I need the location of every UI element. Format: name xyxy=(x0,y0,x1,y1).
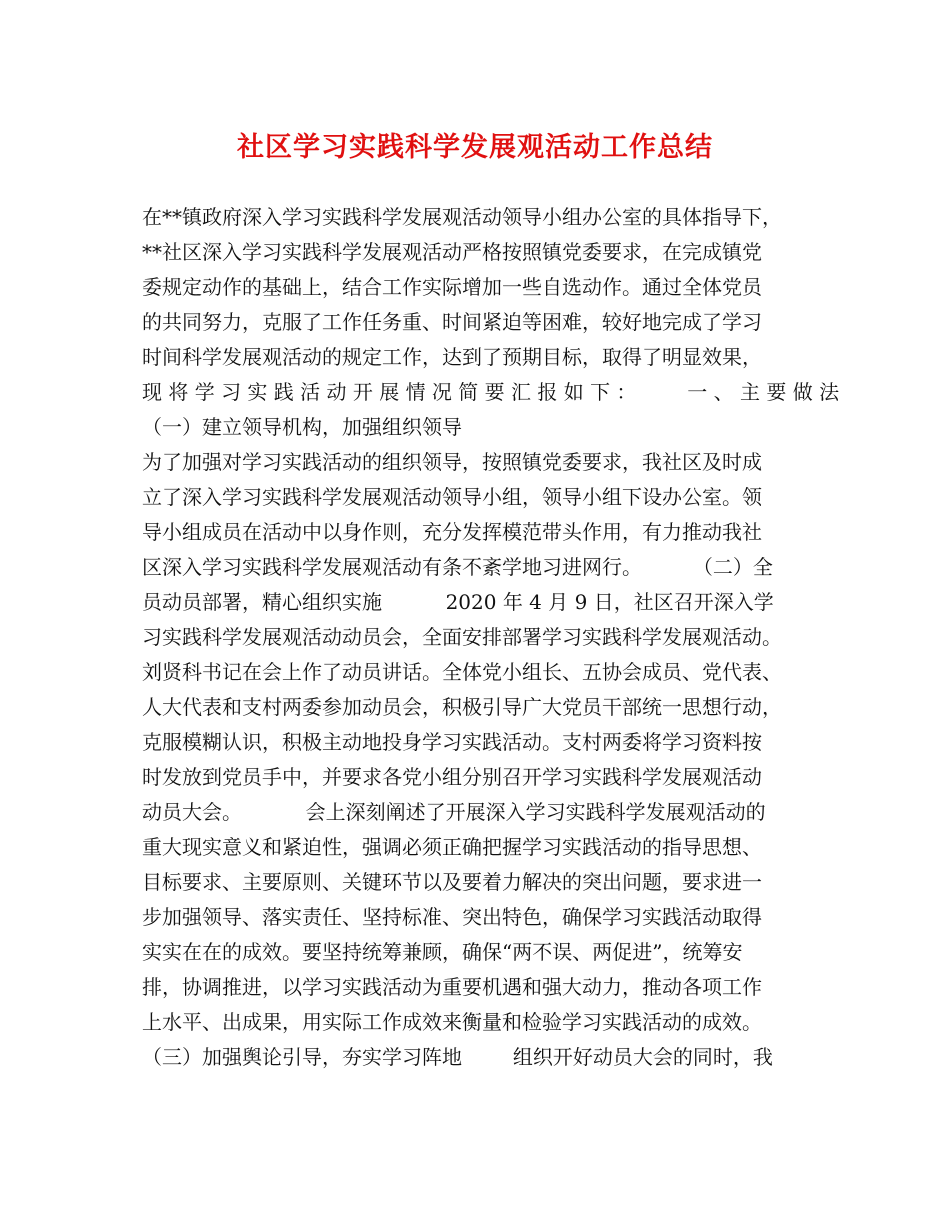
text-line: 步加强领导、落实责任、坚持标准、突出特色，确保学习实践活动取得 xyxy=(142,905,762,929)
text-line: 排，协调推进，以学习实践活动为重要机遇和强大动力，推动各项工作 xyxy=(142,975,762,999)
text-line: 立了深入学习实践科学发展观活动领导小组，领导小组下设办公室。领 xyxy=(142,485,762,509)
text-line: 为了加强对学习实践活动的组织领导，按照镇党委要求，我社区及时成 xyxy=(142,450,762,474)
text-line: 目标要求、主要原则、关键环节以及要着力解决的突出问题，要求进一 xyxy=(142,870,762,894)
text-line: 员动员部署，精心组织实施 2020 年 4 月 9 日，社区召开深入学 xyxy=(142,590,774,614)
document-title: 社区学习实践科学发展观活动工作总结 xyxy=(237,132,713,163)
text-line: （一）建立领导机构，加强组织领导 xyxy=(142,415,462,439)
text-line: （三）加强舆论引导，夯实学习阵地 组织开好动员大会的同时，我 xyxy=(142,1045,773,1069)
text-line: 在**镇政府深入学习实践科学发展观活动领导小组办公室的具体指导下， xyxy=(142,205,782,229)
text-line: 实实在在的成效。要坚持统筹兼顾，确保“两不误、两促进”，统筹安 xyxy=(142,940,743,964)
text-line: 时间科学发展观活动的规定工作，达到了预期目标，取得了明显效果， xyxy=(142,345,762,369)
text-line: 导小组成员在活动中以身作则，充分发挥模范带头作用，有力推动我社 xyxy=(142,520,762,544)
text-line: 区深入学习实践科学发展观活动有条不紊学地习进网行。 （二）全 xyxy=(142,555,773,579)
text-line: 现 将 学 习 实 践 活 动 开 展 情 况 简 要 汇 报 如 下 ： 一 、 主 要 做 法 xyxy=(142,380,840,404)
document-body xyxy=(142,200,840,1075)
text-line: 动员大会。 会上深刻阐述了开展深入学习实践科学发展观活动的 xyxy=(142,800,766,824)
text-line: 重大现实意义和紧迫性，强调必须正确把握学习实践活动的指导思想、 xyxy=(142,835,762,859)
text-line: 的共同努力，克服了工作任务重、时间紧迫等困难，较好地完成了学习 xyxy=(142,310,762,334)
text-line: 刘贤科书记在会上作了动员讲话。全体党小组长、五协会成员、党代表、 xyxy=(142,660,782,684)
text-line: 习实践科学发展观活动动员会，全面安排部署学习实践科学发展观活动。 xyxy=(142,625,782,649)
text-line: 克服模糊认识，积极主动地投身学习实践活动。支村两委将学习资料按 xyxy=(142,730,762,754)
text-line: 人大代表和支村两委参加动员会，积极引导广大党员干部统一思想行动， xyxy=(142,695,782,719)
text-line: **社区深入学习实践科学发展观活动严格按照镇党委要求，在完成镇党 xyxy=(142,240,762,264)
text-line: 委规定动作的基础上，结合工作实际增加一些自选动作。通过全体党员 xyxy=(142,275,762,299)
text-line: 上水平、出成果，用实际工作成效来衡量和检验学习实践活动的成效。 xyxy=(142,1010,762,1034)
text-line: 时发放到党员手中，并要求各党小组分别召开学习实践科学发展观活动 xyxy=(142,765,762,789)
